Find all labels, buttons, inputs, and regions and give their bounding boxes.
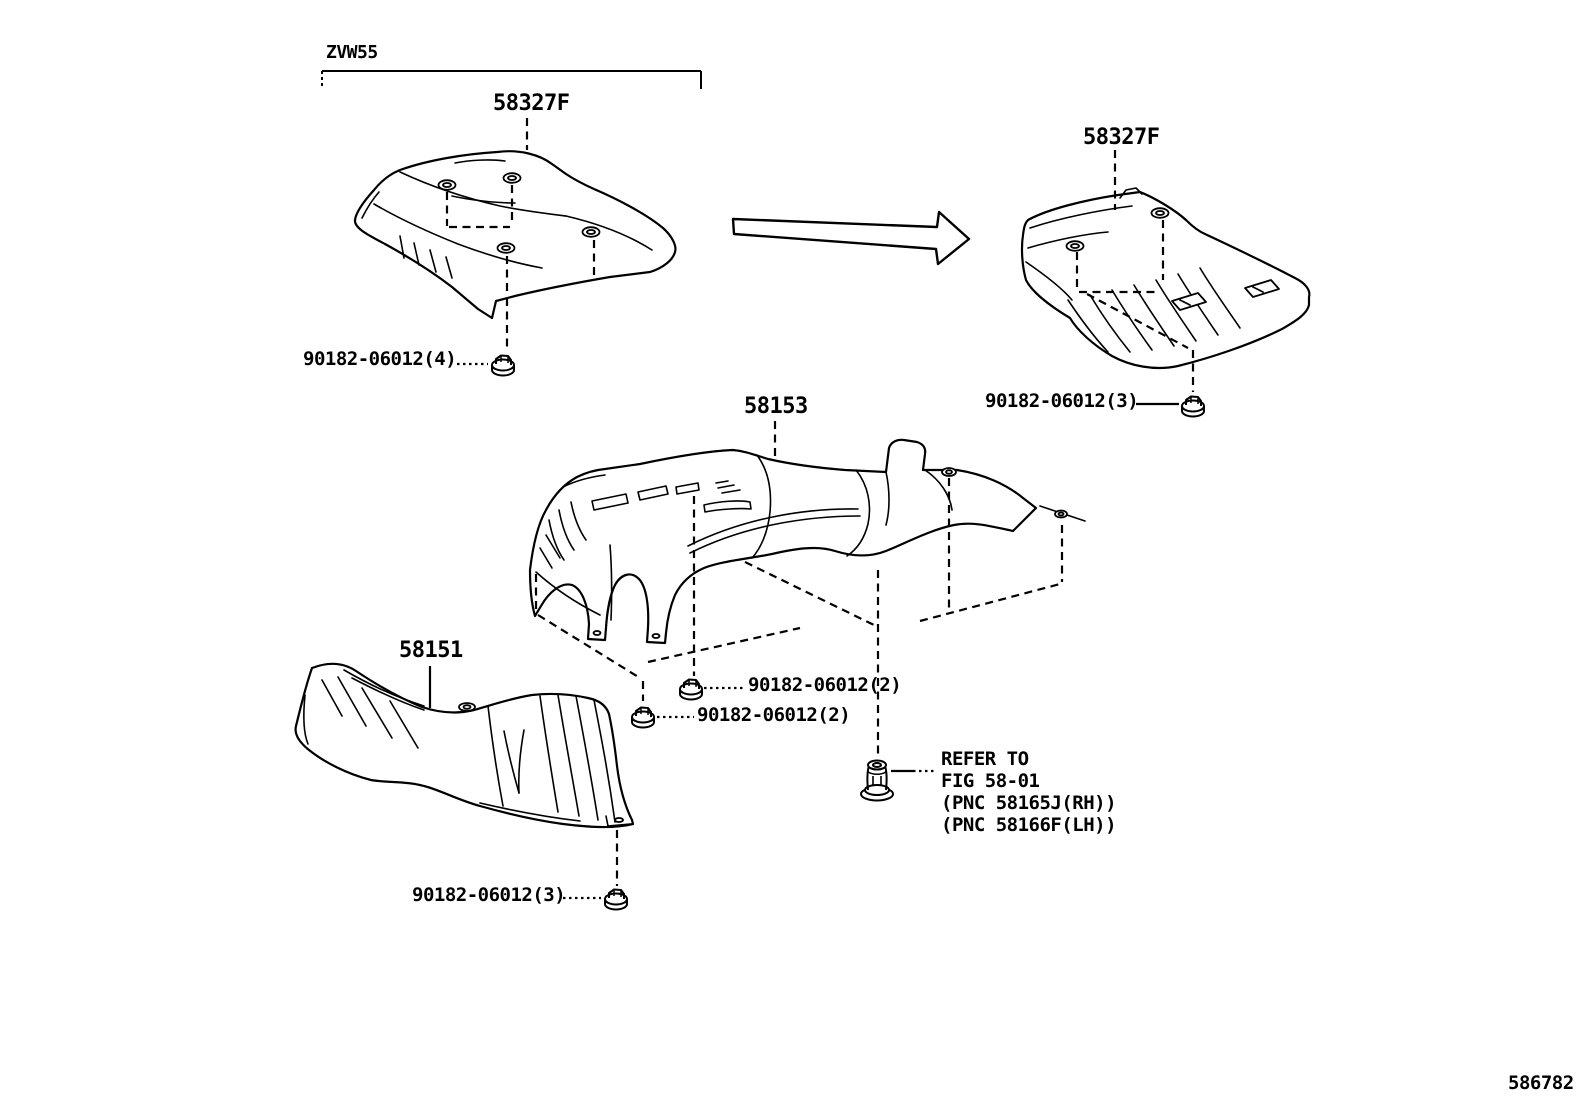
refer-note-line-2: FIG 58-01	[941, 770, 1040, 792]
figure-code-label: 586782	[1508, 1072, 1574, 1094]
fastener-label-bolt-center-lower: 90182-06012(2)	[697, 704, 851, 726]
model-code-bracket	[322, 71, 701, 89]
model-code-label: ZVW55	[326, 42, 378, 63]
fastener-label-bolt-bottom-left: 90182-06012(3)	[412, 884, 566, 906]
part-drawing-58327f-left	[355, 151, 675, 318]
bolt-icon-top-right	[1182, 397, 1204, 417]
bolt-icon-center-lower	[632, 708, 654, 728]
part-label-58327f-right: 58327F	[1083, 125, 1160, 150]
refer-note-line-4: (PNC 58166F(LH))	[941, 814, 1117, 836]
refer-note-line-1: REFER TO	[941, 748, 1029, 770]
part-label-58151: 58151	[399, 638, 463, 663]
grommet-icon	[861, 761, 893, 801]
fastener-label-bolt-center-upper: 90182-06012(2)	[748, 674, 902, 696]
part-drawing-58153	[530, 440, 1085, 643]
bolt-icon-bottom-left	[605, 890, 627, 910]
part-label-58327f-left: 58327F	[493, 91, 570, 116]
fastener-label-bolt-top-left: 90182-06012(4)	[303, 348, 457, 370]
bolt-icon-top-left	[492, 356, 514, 376]
part-drawing-58327f-right	[1022, 188, 1309, 368]
part-drawing-58151	[296, 664, 633, 827]
fastener-label-bolt-top-right: 90182-06012(3)	[985, 390, 1139, 412]
direction-arrow-icon	[733, 212, 969, 264]
bolt-icon-center-upper	[680, 680, 702, 700]
refer-note-line-3: (PNC 58165J(RH))	[941, 792, 1117, 814]
part-label-58153: 58153	[744, 394, 808, 419]
